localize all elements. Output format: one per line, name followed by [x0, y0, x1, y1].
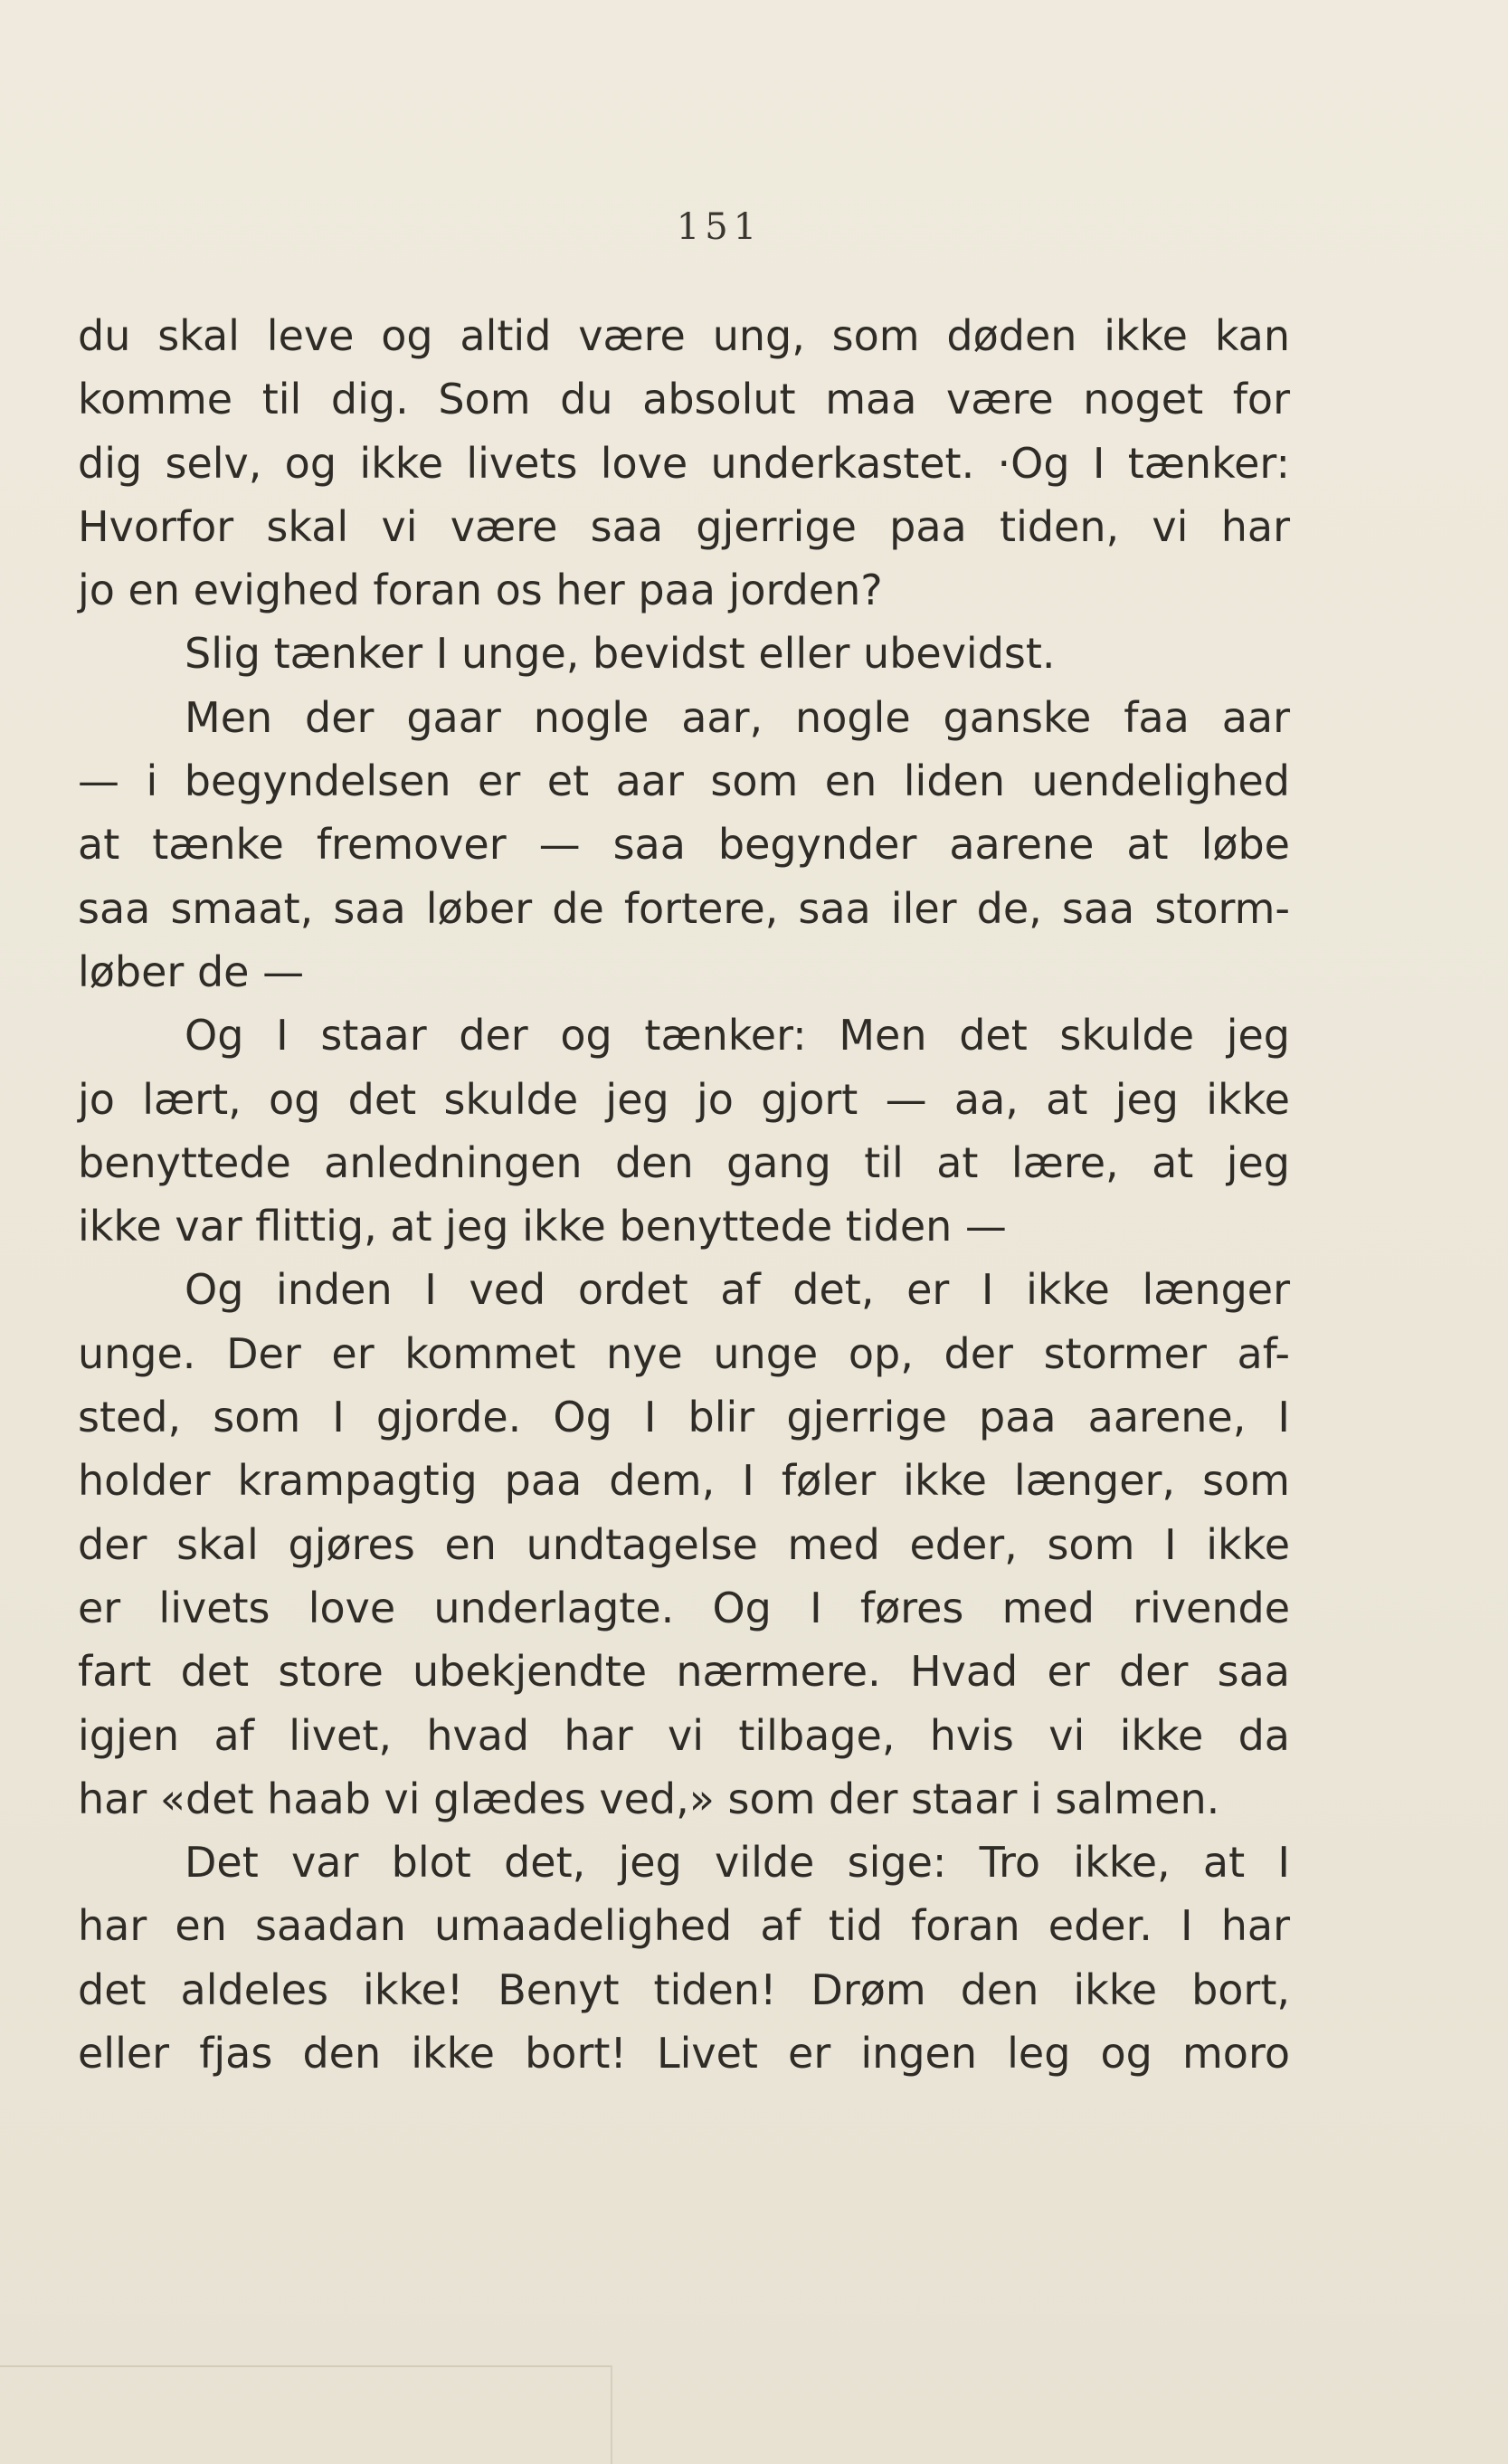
text-line: der skal gjøres en undtagelse med eder, som I ikke — [78, 1519, 1290, 1569]
text-line: dig selv, og ikke livets love underkastet. ·Og I tænker: — [78, 438, 1290, 488]
text-line: Og I staar der og tænker: Men det skulde jeg — [185, 1011, 1290, 1061]
text-line: har en saadan umaadelighed af tid foran eder. I har — [78, 1901, 1290, 1951]
text-line: eller fjas den ikke bort! Livet er ingen leg og moro — [78, 2029, 1290, 2079]
text-line: ikke var flittig, at jeg ikke benyttede tiden — — [78, 1202, 1007, 1251]
page-fold-line — [0, 2365, 611, 2367]
text-line: Og inden I ved ordet af det, er I ikke længer — [185, 1265, 1290, 1315]
text-line: komme til dig. Som du absolut maa være noget for — [78, 375, 1290, 424]
page-fold-edge — [611, 2365, 612, 2464]
text-line: du skal leve og altid være ung, som døden ikke kan — [78, 311, 1290, 360]
text-line: — i begyndelsen er et aar som en liden uendelighed — [78, 756, 1290, 806]
text-line: det aldeles ikke! Benyt tiden! Drøm den ikke bort, — [78, 1965, 1290, 2014]
text-line: saa smaat, saa løber de fortere, saa iler de, saa storm- — [78, 883, 1290, 933]
text-line: jo lært, og det skulde jeg jo gjort — aa, at jeg ikke — [78, 1074, 1290, 1124]
text-line: benyttede anledningen den gang til at lære, at jeg — [78, 1137, 1290, 1187]
text-line: unge. Der er kommet nye unge op, der stormer af- — [78, 1328, 1290, 1378]
text-line: Slig tænker I unge, bevidst eller ubevidst. — [185, 629, 1056, 679]
text-line: fart det store ubekjendte nærmere. Hvad er der saa — [78, 1647, 1290, 1697]
text-line: Hvorfor skal vi være saa gjerrige paa tiden, vi har — [78, 501, 1290, 551]
text-line: har «det haab vi glædes ved,» som der staar i salmen. — [78, 1774, 1220, 1823]
page-number: 151 — [676, 206, 763, 248]
text-line: sted, som I gjorde. Og I blir gjerrige paa aarene, I — [78, 1393, 1290, 1442]
text-line: Det var blot det, jeg vilde sige: Tro ikke, at I — [185, 1838, 1290, 1888]
text-line: at tænke fremover — saa begynder aarene at løbe — [78, 820, 1290, 870]
body-text — [78, 304, 1290, 2085]
text-line: jo en evighed foran os her paa jorden? — [78, 566, 883, 615]
text-line: holder krampagtig paa dem, I føler ikke længer, som — [78, 1456, 1290, 1506]
text-line: igjen af livet, hvad har vi tilbage, hvis vi ikke da — [78, 1710, 1290, 1760]
text-line: løber de — — [78, 947, 305, 996]
text-line: er livets love underlagte. Og I føres med rivende — [78, 1583, 1290, 1632]
text-line: Men der gaar nogle aar, nogle ganske faa aar — [185, 692, 1290, 742]
